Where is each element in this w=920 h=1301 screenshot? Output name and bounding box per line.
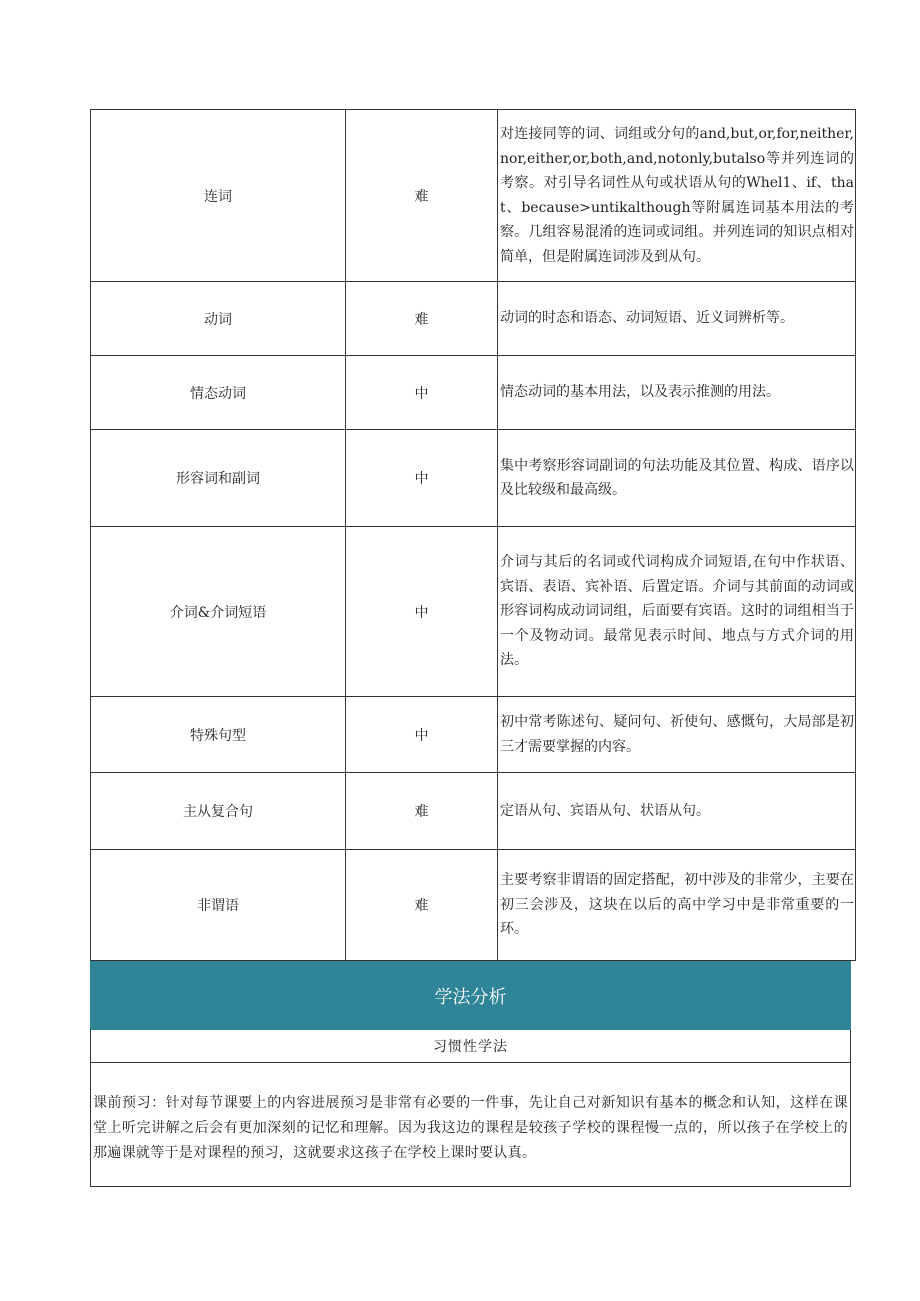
difficulty-level: 中	[346, 430, 498, 527]
section-paragraph: 课前预习：针对每节课要上的内容进展预习是非常有必要的一件事，先让自己对新知识有基本的概念和认知，这样在课堂上听完讲解之后会有更加深刻的记忆和理解。因为我这边的课程是较孩子学校的课程慢一点的，所以孩子在学校上的那遍课就等于是对课程的预习，这就要求这孩子在学校上课时要认真。	[93, 1095, 848, 1161]
topic-name: 主从复合句	[91, 773, 346, 850]
section-title-banner	[90, 961, 851, 1030]
section-subtitle-row	[90, 1030, 851, 1063]
difficulty-level: 难	[346, 773, 498, 850]
topic-name: 非谓语	[91, 850, 346, 961]
topic-description	[498, 527, 856, 697]
topic-description-text: 对连接同等的词、词组或分句的and,but,or,for,neither,nor,either,or,both,and,notonly,butalso等并列连词的考察。对引导名词性从句或状语从句的Whel1、if、that、because>untikalthough等附属连词基本用法的考察。几组容易混淆的连词或词组。并列连词的知识点相对简单，但是附属连词涉及到从句。	[500, 126, 854, 265]
table-row	[91, 282, 856, 356]
table-row	[91, 110, 856, 282]
difficulty-level: 中	[346, 527, 498, 697]
section-subtitle: 习惯性学法	[433, 1039, 508, 1055]
topic-description-text: 初中常考陈述句、疑问句、祈使句、感慨句，大局部是初三才需要掌握的内容。	[500, 714, 854, 755]
topic-name: 介词&介词短语	[91, 527, 346, 697]
table-row	[91, 430, 856, 527]
topic-description-text: 动词的时态和语态、动词短语、近义词辨析等。	[500, 310, 794, 327]
topic-description	[498, 430, 856, 527]
topic-description-text: 定语从句、宾语从句、状语从句。	[500, 802, 710, 819]
topic-name: 动词	[91, 282, 346, 356]
topic-name: 形容词和副词	[91, 430, 346, 527]
difficulty-level: 难	[346, 110, 498, 282]
topic-description-text: 介词与其后的名词或代词构成介词短语,在句中作状语、宾语、表语、宾补语、后置定语。介词与其前面的动词或形容词构成动词词组，后面要有宾语。这时的词组相当于一个及物动词。最常见表示时间、地点与方式介词的用法。	[500, 554, 854, 669]
table-row	[91, 773, 856, 850]
difficulty-level: 中	[346, 697, 498, 773]
topic-name: 连词	[91, 110, 346, 282]
topic-description-text: 情态动词的基本用法，以及表示推测的用法。	[500, 384, 780, 401]
section-title: 学法分析	[434, 986, 507, 1008]
table-row	[91, 850, 856, 961]
topic-description	[498, 697, 856, 773]
difficulty-level: 中	[346, 356, 498, 430]
topic-name: 情态动词	[91, 356, 346, 430]
topic-description-text: 主要考察非谓语的固定搭配，初中涉及的非常少，主要在初三会涉及，这块在以后的高中学习中是非常重要的一环。	[500, 872, 854, 938]
difficulty-level: 难	[346, 282, 498, 356]
table-row	[91, 356, 856, 430]
document-body	[90, 109, 854, 1187]
table-row	[91, 697, 856, 773]
topic-description	[498, 850, 856, 961]
difficulty-level: 难	[346, 850, 498, 961]
table-row	[91, 527, 856, 697]
knowledge-table	[90, 109, 856, 961]
topic-name: 特殊句型	[91, 697, 346, 773]
topic-description	[498, 282, 856, 356]
section-paragraph-box	[90, 1063, 851, 1187]
topic-description-text: 集中考察形容词副词的句法功能及其位置、构成、语序以及比较级和最高级。	[500, 457, 854, 498]
topic-description	[498, 773, 856, 850]
topic-description	[498, 110, 856, 282]
topic-description	[498, 356, 856, 430]
